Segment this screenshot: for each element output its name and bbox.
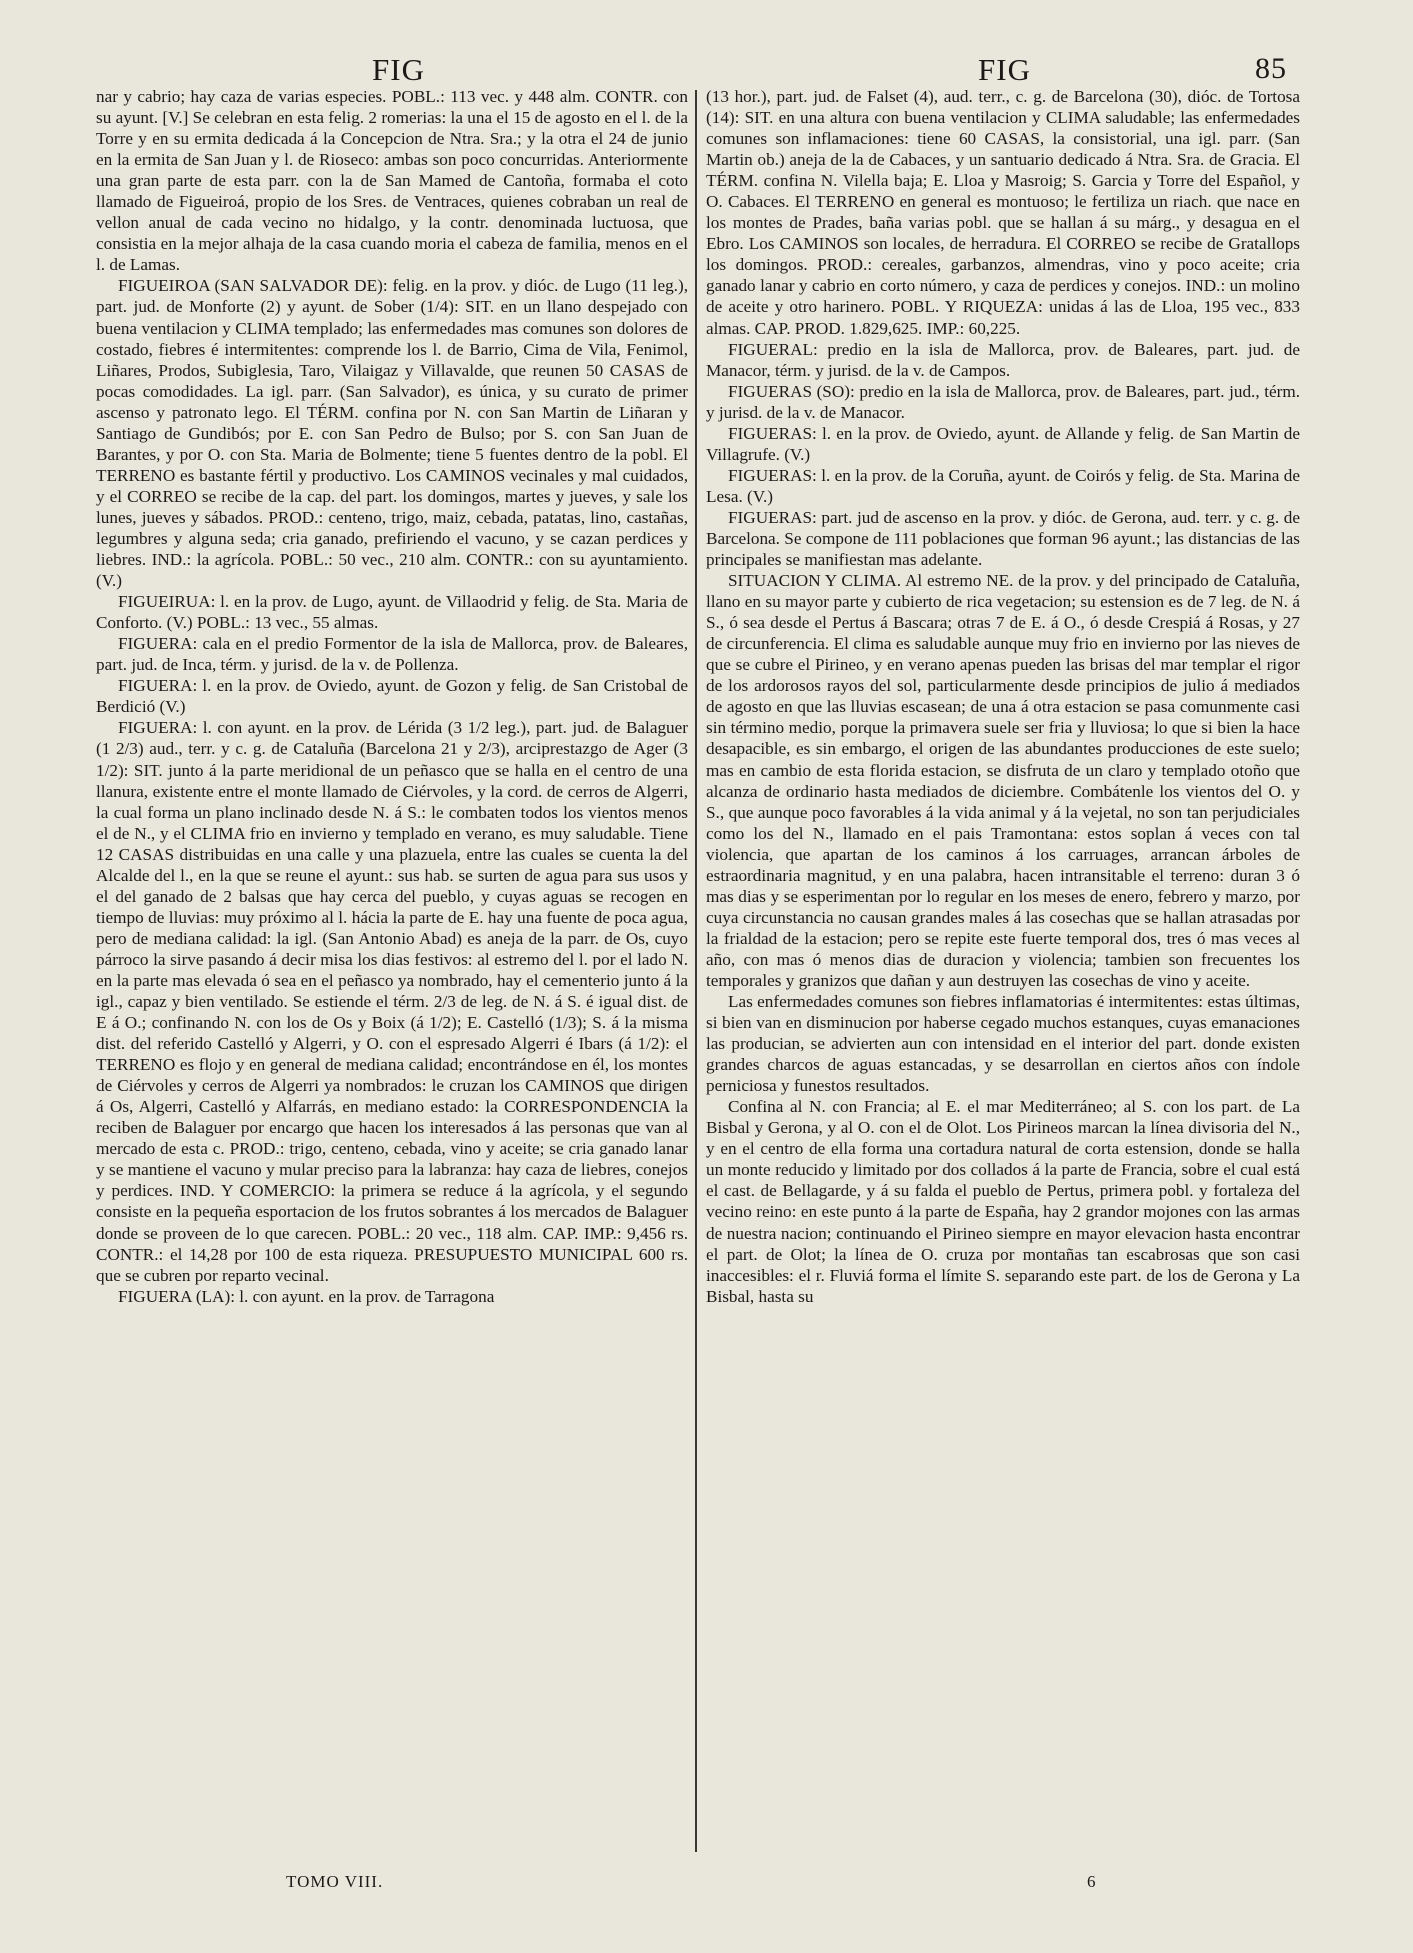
left-column [96,86,688,1307]
paragraph: FIGUEIRUA: l. en la prov. de Lugo, ayunt. de Villaodrid y felig. de Sta. Maria de Conforto. (V.) POBL.: 13 vec., 55 almas. [96,592,688,633]
volume-footer: TOMO VIII. [286,1872,384,1891]
paragraph: Las enfermedades comunes son fiebres inflamatorias é intermitentes: estas últimas, si bien van en disminucion por haberse cegado muchos estanques, cuyas emanaciones las producian, se advierten aun con intensidad en el interior del part. donde existen grandes charcos de aguas estancadas, y se desarrollan en ciertos años con índole perniciosa y funestos resultados. [706,992,1300,1096]
page-number: 85 [1255,52,1287,85]
paragraph: FIGUEIROA (SAN SALVADOR DE): felig. en la prov. y dióc. de Lugo (11 leg.), part. jud. de Monforte (2) y ayunt. de Sober (1/4): SIT. en un llano despejado con buena ventilacion y CLIMA templado; las enfermedades mas comunes son dolores de costado, fiebres é intermitentes: comprende los l. de Barrio, Cima de Vila, Fenimol, Liñares, Prodos, Subiglesia, Taro, Vilaigaz y Villavalde, que reunen 50 CASAS de pocas comodidades. La igl. parr. (San Salvador), es única, y su curato de primer ascenso y patronato lego. El TÉRM. confina por N. con San Martin de Liñaran y Santiago de Gundibós; por E. con San Pedro de Bulso; por S. con San Juan de Barantes, y por O. con Sta. Maria de Bolmente; tiene 5 fuentes dentro de la pobl. El TERRENO es bastante fértil y productivo. Los CAMINOS vecinales y mal cuidados, y el CORREO se recibe de la cap. del part. los domingos, martes y jueves, y sale los lunes, jueves y sábados. PROD.: centeno, trigo, maiz, cebada, patatas, lino, castañas, legumbres y alguna seda; cria ganado, prefiriendo el vacuno, y se cazan perdices y liebres. IND.: la agrícola. POBL.: 50 vec., 210 alm. CONTR.: con su ayuntamiento. (V.) [96,276,688,591]
running-head-right: FIG [978,52,1031,87]
paragraph: FIGUERAS: part. jud de ascenso en la prov. y dióc. de Gerona, aud. terr. y c. g. de Barcelona. Se compone de 111 poblaciones que forman 96 ayunt.; las distancias de las principales se manifiestan mas adelante. [706,507,1300,570]
right-column [706,86,1300,1307]
signature-mark: 6 [1087,1872,1096,1891]
paragraph: SITUACION Y CLIMA. Al estremo NE. de la prov. y del principado de Cataluña, llano en su mayor parte y cubierto de rica vegetacion; su estension es de 7 leg. de N. á S., ó sea desde el Pertus á Bascara; otras 7 de E. á O., ó desde Crespiá á Rosas, y 27 de circunferencia. El clima es saludable aunque muy frio en invierno por las nieves de que se cubre el Pirineo, y en verano apenas pueden las brisas del mar templar el rigor de los ardorosos rayos del sol, particularmente desde principios de julio á mediados de agosto en que las lluvias escasean; de una á otra estacion se pasa comunmente casi sin término medio, porque la primavera suele ser fria y lluviosa; lo que si bien la hace desapacible, es sin embargo, el origen de las abundantes producciones de este suelo; mas en cambio de esta florida estacion, se disfruta de un claro y templado otoño que alcanza de ordinario hasta mediados de diciembre. Combátenle los vientos del O. y S., que aunque poco favorables á la vida animal y á la vejetal, no son tan perjudiciales como los del N., llamado en el pais Tramontana: estos soplan á veces con tal violencia, que apartan de los caminos á los carruages, arrancan árboles de estraordinaria magnitud, y en una palabra, hacen intransitable el terreno: duran 3 ó mas dias y se esperimentan por lo regular en los meses de enero, febrero y marzo, por cuya circunstancia no causan grandes males á las cosechas que se hallan atrasadas por la frialdad de la estacion; pero se repite este fuerte temporal dos, tres ó mas veces al año, con mas ó menos dias de duracion y violencia; tambien son frecuentes los temporales y granizos que dañan y aun destruyen las cosechas de vino y aceite. [706,571,1300,990]
paragraph: FIGUERA (LA): l. con ayunt. en la prov. de Tarragona [118,1286,495,1306]
column-divider [695,90,697,1852]
paragraph: Confina al N. con Francia; al E. el mar Mediterráneo; al S. con los part. de La Bisbal y Gerona, y al O. con el de Olot. Los Pirineos marcan la línea divisoria del N., y en el centro de ella forma una cortadura natural de corta estension, donde se halla un monte reducido y limitado por dos collados á la parte de Francia, sobre el cual está el cast. de Bellagarde, y á su falda el pueblo de Pertus, primera pobl. y fortaleza del vecino reino: en este punto á la parte de España, hay 2 grandor mojones con las armas de nuestra nacion; continuando el Pirineo siempre en mayor elevacion hasta encontrar el part. de Olot; la línea de O. cruza por montañas tan escabrosas que son casi inaccesibles: el r. Fluviá forma el límite S. separando este part. de los de Gerona y La Bisbal, hasta su [706,1097,1300,1306]
paragraph: FIGUERAS: l. en la prov. de la Coruña, ayunt. de Coirós y felig. de Sta. Marina de Lesa. (V.) [706,465,1300,506]
paragraph: FIGUERA: l. en la prov. de Oviedo, ayunt. de Gozon y felig. de San Cristobal de Berdició (V.) [96,676,688,717]
paragraph: FIGUERAL: predio en la isla de Mallorca, prov. de Baleares, part. jud. de Manacor, térm. y jurisd. de la v. de Campos. [706,339,1300,380]
paragraph: FIGUERAS (SO): predio en la isla de Mallorca, prov. de Baleares, part. jud., térm. y jurisd. de la v. de Manacor. [706,381,1300,422]
running-head-left: FIG [372,52,425,87]
paragraph: FIGUERA: l. con ayunt. en la prov. de Lérida (3 1/2 leg.), part. jud. de Balaguer (1 2/3) aud., terr. y c. g. de Cataluña (Barcelona 21 y 2/3), arciprestazgo de Ager (3 1/2): SIT. junto á la parte meridional de un peñasco que se halla en el centro de una llanura, existente entre el monte llamado de Ciérvoles, y la cord. de cerros de Algerri, la cual forma un plano inclinado desde N. á S.: le combaten todos los vientos menos el de N., y el CLIMA frio en invierno y templado en verano, es muy saludable. Tiene 12 CASAS distribuidas en una calle y una plazuela, entre las cuales se cuenta la del Alcalde del l., en la que se reune el ayunt.: sus hab. se surten de agua para sus usos y el del ganado de 2 balsas que hay cerca del pueblo, y cuyas aguas se recogen en tiempo de lluvias: muy próximo al l. hácia la parte de E. hay una fuente de poca agua, pero de mediana calidad: la igl. (San Antonio Abad) es aneja de la parr. de Os, cuyo párroco la sirve pasando á decir misa los dias festivos: al estremo del l. por el lado N. en la parte mas elevada ó sea en el peñasco ya nombrado, hay el cementerio junto á la igl., capaz y bien ventilado. Se estiende el térm. 2/3 de leg. de N. á S. é igual dist. de E á O.; confinando N. con los de Os y Boix (á 1/2); E. Castelló (1/3); S. á la misma dist. del referido Castelló y Algerri, y O. con el espresado Algerri é Ibars (á 1/2): el TERRENO es flojo y en general de mediana calidad; encontrándose en él, los montes de Ciérvoles y cerros de Algerri ya nombrados: le cruzan los CAMINOS que dirigen á Os, Algerri, Castelló y Alfarrás, en mediano estado: la CORRESPONDENCIA la reciben de Balaguer por encargo que hacen los interesados á las personas que van al mercado de esta c. PROD.: trigo, centeno, cebada, vino y aceite; se cria ganado lanar y se mantiene el vacuno y mular preciso para la labranza: hay caza de liebres, conejos y perdices. IND. Y COMERCIO: la primera se reduce á la agrícola, y el segundo consiste en la pequeña esportacion de los frutos sobrantes á los mercados de Balaguer donde se proveen de lo que carecen. POBL.: 20 vec., 118 alm. CAP. IMP.: 9,456 rs. CONTR.: el 14,28 por 100 de esta riqueza. PRESUPUESTO MUNICIPAL 600 rs. que se cubren por reparto vecinal. [96,718,688,1285]
paragraph: (13 hor.), part. jud. de Falset (4), aud. terr., c. g. de Barcelona (30), dióc. de Tortosa (14): SIT. en una altura con buena ventilacion y CLIMA saludable; las enfermedades comunes son inflamaciones: tiene 60 CASAS, la consistorial, una igl. parr. (San Martin ob.) aneja de la de Cabaces, y un santuario dedicado á Ntra. Sra. de Gracia. El TÉRM. confina N. Vilella baja; E. Lloa y Masroig; S. Garcia y Torre del Español, y O. Cabaces. El TERRENO en general es montuoso; le fertiliza un riach. que nace en los montes de Prades, baña varias pobl. que se hallan á su márg., y desagua en el Ebro. Los CAMINOS son locales, de herradura. El CORREO se recibe de Gratallops los domingos. PROD.: cereales, garbanzos, almendras, vino y poco aceite; cria ganado lanar y cabrio en corto número, y caza de perdices y conejos. IND.: un molino de aceite y otro harinero. POBL. Y RIQUEZA: unidas á las de Lloa, 195 vec., 833 almas. CAP. PROD. 1.829,625. IMP.: 60,225. [706,87,1300,338]
paragraph: FIGUERA: cala en el predio Formentor de la isla de Mallorca, prov. de Baleares, part. jud. de Inca, térm. y jurisd. de la v. de Pollenza. [96,634,688,675]
paragraph: nar y cabrio; hay caza de varias especies. POBL.: 113 vec. y 448 alm. CONTR. con su ayunt. [V.] Se celebran en esta felig. 2 romerias: la una el 15 de agosto en el l. de la Torre y en su ermita dedicada á la Concepcion de Ntra. Sra.; y la otra el 24 de junio en la ermita de San Juan y l. de Rioseco: ambas son poco concurridas. Anteriormente una gran parte de esta parr. con la de San Mamed de Cantoña, formaba el coto llamado de Figueiroá, propio de los Sres. de Ventraces, quienes cobraban un real de vellon anual de cada vecino no hidalgo, y la contr. denominada luctuosa, que consistia en la mejor alhaja de la casa cuando moria el cabeza de familia, menos en el l. de Lamas. [96,87,688,275]
paragraph: FIGUERAS: l. en la prov. de Oviedo, ayunt. de Allande y felig. de San Martin de Villagrufe. (V.) [706,423,1300,464]
